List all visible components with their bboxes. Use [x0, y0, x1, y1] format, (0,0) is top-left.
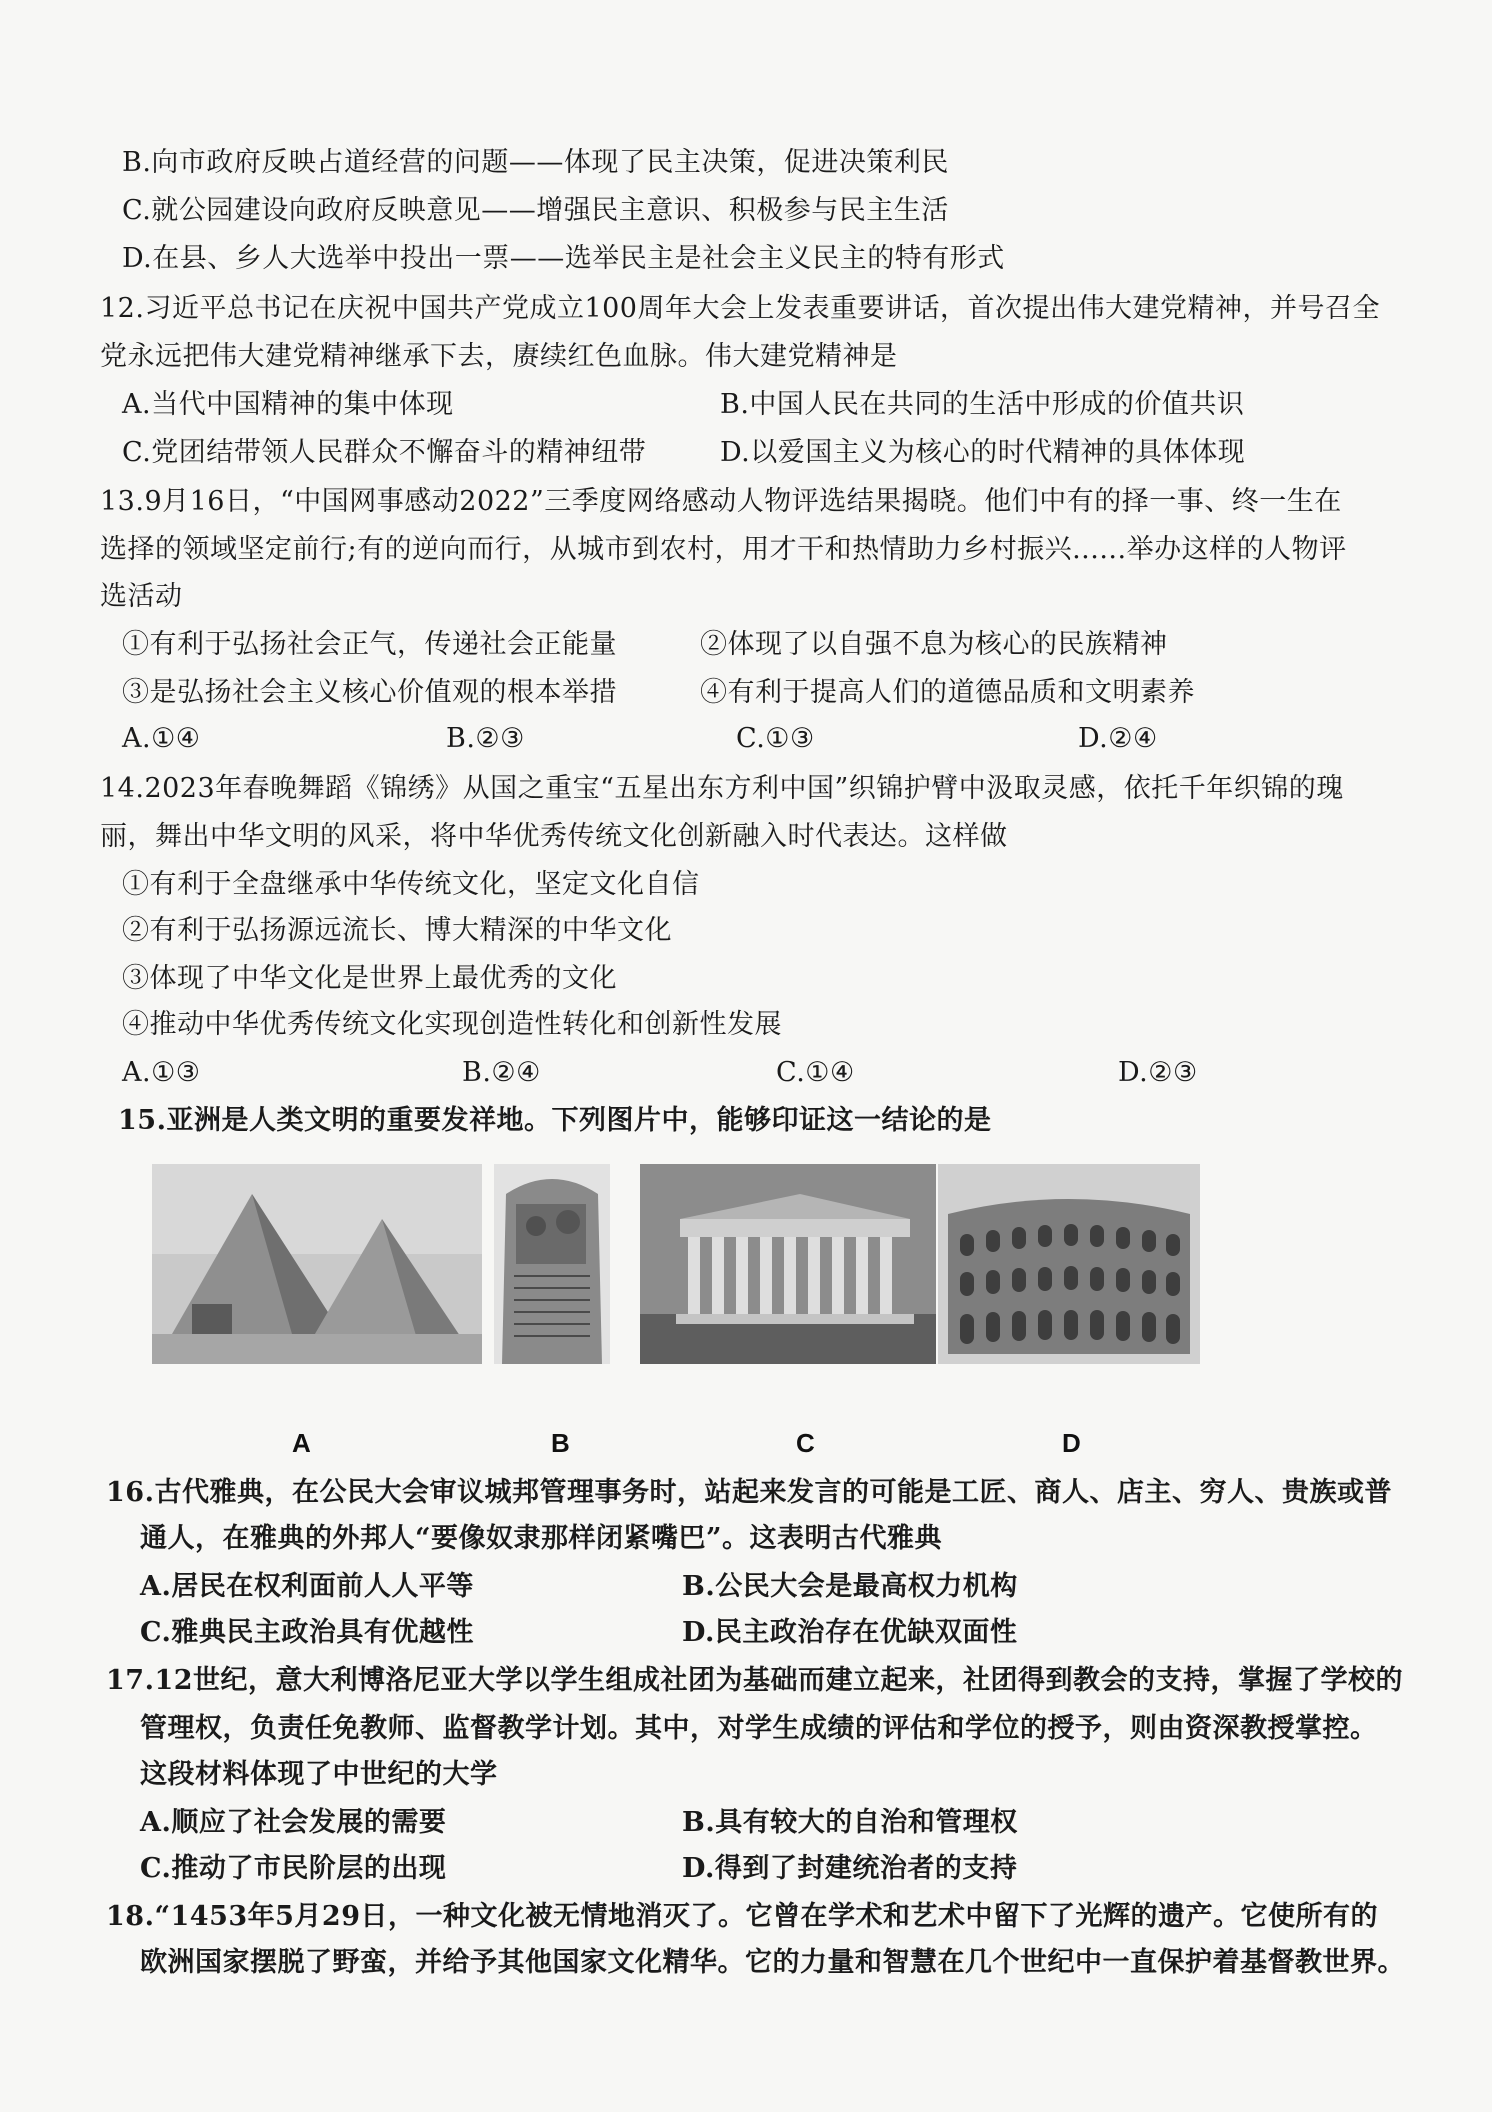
q14-stem-line-2: 丽，舞出中华文明的风采，将中华优秀传统文化创新融入时代表达。这样做: [100, 821, 1008, 852]
q12-option-c: C.党团结带领人民群众不懈奋斗的精神纽带: [122, 437, 647, 468]
q11-option-d: D.在县、乡人大选举中投出一票——选举民主是社会主义民主的特有形式: [122, 243, 1005, 274]
q12-stem-line-2: 党永远把伟大建党精神继承下去，赓续红色血脉。伟大建党精神是: [100, 341, 898, 372]
q13-statement-4: ④有利于提高人们的道德品质和文明素养: [700, 677, 1195, 708]
q12-option-b: B.中国人民在共同的生活中形成的价值共识: [720, 389, 1245, 420]
q17-stem-line-2: 管理权，负责任免教师、监督教学计划。其中，对学生成绩的评估和学位的授予，则由资深教授掌控。: [140, 1713, 1378, 1744]
q12-option-a: A.当代中国精神的集中体现: [122, 389, 454, 420]
q13-stem-line-2: 选择的领域坚定前行;有的逆向而行，从城市到农村，用才干和热情助力乡村振兴......举办这样的人物评: [100, 534, 1347, 565]
stele-image: [494, 1164, 610, 1364]
q16-stem-line-1: 16.古代雅典，在公民大会审议城邦管理事务时，站起来发言的可能是工匠、商人、店主、穷人、贵族或普: [106, 1477, 1392, 1508]
image-caption-c: C: [796, 1428, 815, 1458]
q16-option-d: D.民主政治存在优缺双面性: [682, 1617, 1018, 1648]
image-caption-a: A: [292, 1428, 311, 1458]
q13-statement-3: ③是弘扬社会主义核心价值观的根本举措: [122, 677, 617, 708]
q16-option-b: B.公民大会是最高权力机构: [682, 1571, 1018, 1602]
q11-option-c: C.就公园建设向政府反映意见——增强民主意识、积极参与民主生活: [122, 195, 949, 226]
q14-option-c: C.①④: [776, 1057, 855, 1088]
q14-statement-2: ②有利于弘扬源远流长、博大精深的中华文化: [122, 915, 672, 946]
q14-stem-line-1: 14.2023年春晚舞蹈《锦绣》从国之重宝“五星出东方利中国”织锦护臂中汲取灵感，依托千年织锦的瑰: [100, 773, 1344, 804]
q14-option-b: B.②④: [462, 1057, 541, 1088]
pyramids-image: [152, 1164, 482, 1364]
q13-option-c: C.①③: [736, 723, 815, 754]
q14-option-a: A.①③: [122, 1057, 201, 1088]
q13-option-d: D.②④: [1078, 723, 1158, 754]
q18-stem-line-1: 18.“1453年5月29日，一种文化被无情地消灭了。它曾在学术和艺术中留下了光辉的遗产。它使所有的: [106, 1901, 1379, 1932]
q16-stem-line-2: 通人，在雅典的外邦人“要像奴隶那样闭紧嘴巴”。这表明古代雅典: [140, 1523, 943, 1554]
q13-stem-line-1: 13.9月16日，“中国网事感动2022”三季度网络感动人物评选结果揭晓。他们中有的择一事、终一生在: [100, 486, 1342, 517]
q17-stem-line-3: 这段材料体现了中世纪的大学: [140, 1759, 498, 1790]
q17-option-b: B.具有较大的自治和管理权: [682, 1807, 1018, 1838]
q13-option-a: A.①④: [122, 723, 201, 754]
parthenon-image: [640, 1164, 936, 1364]
q11-option-b: B.向市政府反映占道经营的问题——体现了民主决策，促进决策利民: [122, 147, 949, 178]
q14-option-d: D.②③: [1118, 1057, 1198, 1088]
q17-option-c: C.推动了市民阶层的出现: [140, 1853, 447, 1884]
image-caption-d: D: [1062, 1428, 1081, 1458]
q13-option-b: B.②③: [446, 723, 525, 754]
image-caption-b: B: [551, 1428, 570, 1458]
q14-statement-1: ①有利于全盘继承中华传统文化，坚定文化自信: [122, 869, 700, 900]
q13-statement-2: ②体现了以自强不息为核心的民族精神: [700, 629, 1168, 660]
q13-statement-1: ①有利于弘扬社会正气，传递社会正能量: [122, 629, 617, 660]
q13-stem-line-3: 选活动: [100, 581, 183, 612]
q12-stem-line-1: 12.习近平总书记在庆祝中国共产党成立100周年大会上发表重要讲话，首次提出伟大建党精神，并号召全: [100, 293, 1380, 324]
q17-option-a: A.顺应了社会发展的需要: [140, 1807, 447, 1838]
q16-option-c: C.雅典民主政治具有优越性: [140, 1617, 474, 1648]
colosseum-image: [938, 1164, 1200, 1364]
q16-option-a: A.居民在权利面前人人平等: [140, 1571, 474, 1602]
q18-stem-line-2: 欧洲国家摆脱了野蛮，并给予其他国家文化精华。它的力量和智慧在几个世纪中一直保护着基督教世界。: [140, 1947, 1405, 1978]
q14-statement-4: ④推动中华优秀传统文化实现创造性转化和创新性发展: [122, 1009, 782, 1040]
q14-statement-3: ③体现了中华文化是世界上最优秀的文化: [122, 963, 617, 994]
q12-option-d: D.以爱国主义为核心的时代精神的具体体现: [720, 437, 1246, 468]
q17-stem-line-1: 17.12世纪，意大利博洛尼亚大学以学生组成社团为基础而建立起来，社团得到教会的支持，掌握了学校的: [106, 1665, 1404, 1696]
q17-option-d: D.得到了封建统治者的支持: [682, 1853, 1018, 1884]
q15-stem: 15.亚洲是人类文明的重要发祥地。下列图片中，能够印证这一结论的是: [118, 1105, 992, 1136]
